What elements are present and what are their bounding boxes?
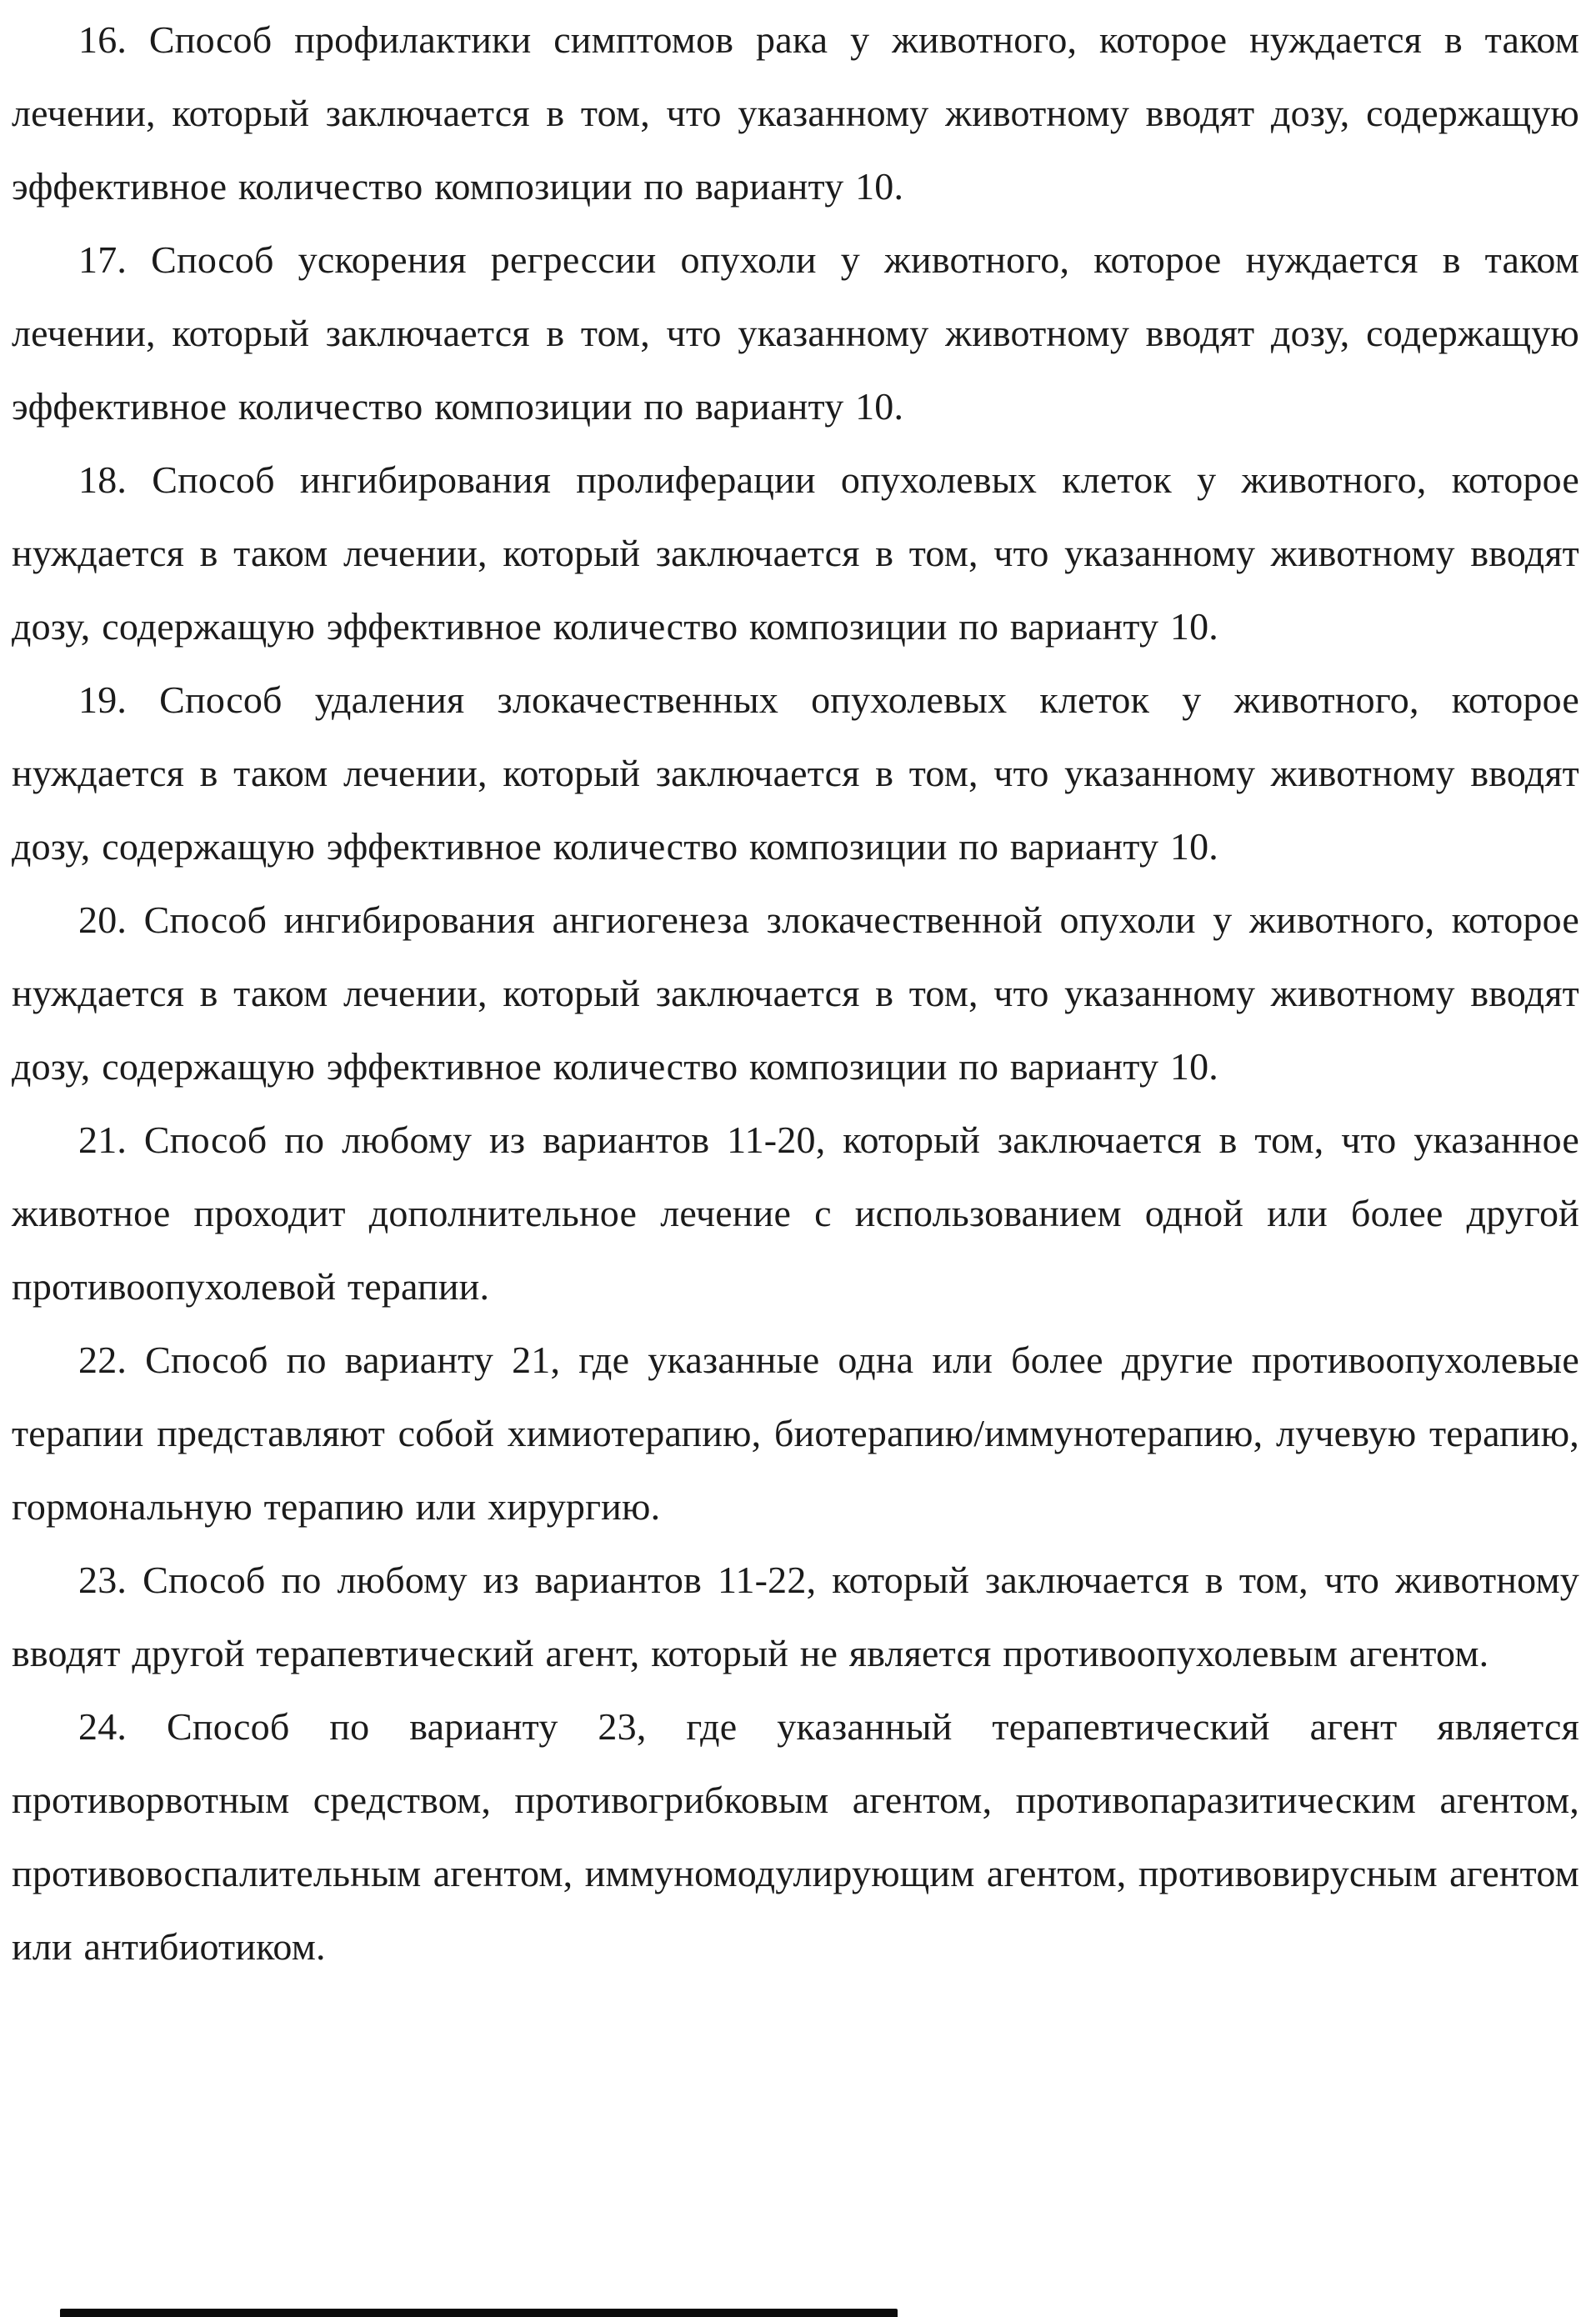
claim-paragraph-23: 23. Способ по любому из вариантов 11-22, который заключается в том, что животному вводят другой терапевтический агент, который не является противоопухолевым агентом. [12,1559,1579,1674]
document-page [12,3,1579,2317]
scan-edge-artifact [60,2309,898,2317]
claim-paragraph-18: 18. Способ ингибирования пролиферации опухолевых клеток у животного, которое нуждается в таком лечении, который заключается в том, что указанному животному вводят дозу, содержащую эффективное количество композиции по варианту 10. [12,458,1579,648]
claim-paragraph-16: 16. Способ профилактики симптомов рака у животного, которое нуждается в таком лечении, который заключается в том, что указанному животному вводят дозу, содержащую эффективное количество композиции по варианту 10. [12,18,1579,208]
claim-paragraph-19: 19. Способ удаления злокачественных опухолевых клеток у животного, которое нуждается в таком лечении, который заключается в том, что указанному животному вводят дозу, содержащую эффективное количество композиции по варианту 10. [12,678,1579,868]
claim-paragraph-24: 24. Способ по варианту 23, где указанный терапевтический агент является противорвотным средством, противогрибковым агентом, противопаразитическим агентом, противовоспалительным агентом, иммуномодулирующим агентом, противовирусным агентом или антибиотиком. [12,1705,1579,1968]
claim-paragraph-21: 21. Способ по любому из вариантов 11-20, который заключается в том, что указанное животное проходит дополнительное лечение с использованием одной или более другой противоопухолевой терапии. [12,1118,1579,1308]
claim-paragraph-20: 20. Способ ингибирования ангиогенеза злокачественной опухоли у животного, которое нуждается в таком лечении, который заключается в том, что указанному животному вводят дозу, содержащую эффективное количество композиции по варианту 10. [12,898,1579,1088]
claim-paragraph-17: 17. Способ ускорения регрессии опухоли у животного, которое нуждается в таком лечении, который заключается в том, что указанному животному вводят дозу, содержащую эффективное количество композиции по варианту 10. [12,238,1579,428]
claim-paragraph-22: 22. Способ по варианту 21, где указанные одна или более другие противоопухолевые терапии представляют собой химиотерапию, биотерапию/иммунотерапию, лучевую терапию, гормональную терапию или хирургию. [12,1339,1579,1528]
